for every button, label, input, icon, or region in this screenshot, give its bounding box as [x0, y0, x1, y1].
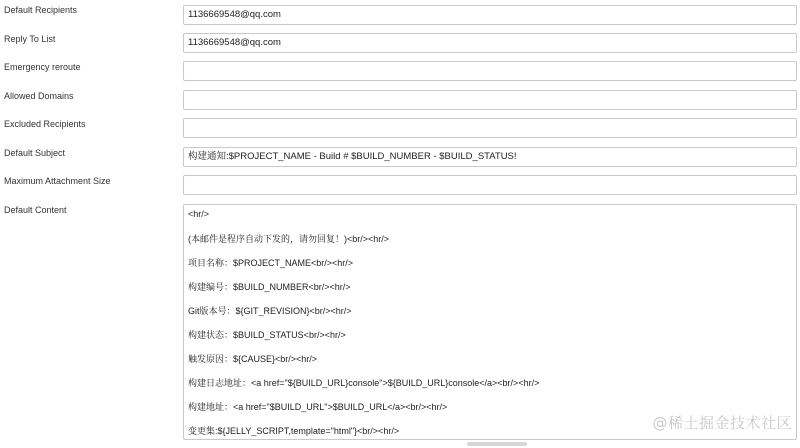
- content-line: 项目名称：$PROJECT_NAME<br/><hr/>: [188, 258, 354, 268]
- textarea-resize-handle[interactable]: [467, 442, 527, 446]
- content-line: Git版本号：${GIT_REVISION}<br/><hr/>: [188, 306, 352, 316]
- content-line: (本邮件是程序自动下发的，请勿回复！)<br/><hr/>: [188, 234, 390, 244]
- default-recipients-label: Default Recipients: [4, 5, 78, 15]
- default-recipients-input[interactable]: 1136669548@qq.com: [183, 5, 797, 25]
- content-line: 构建日志地址：<a href="${BUILD_URL}console">${BUILD_URL}console</a><br/><hr/>: [188, 378, 540, 388]
- emergency-reroute-input[interactable]: [183, 61, 797, 81]
- max-attachment-size-input[interactable]: [183, 175, 797, 195]
- excluded-recipients-label: Excluded Recipients: [4, 119, 86, 129]
- allowed-domains-label: Allowed Domains: [4, 91, 74, 101]
- default-content-label: Default Content: [4, 205, 67, 215]
- reply-to-list-label: Reply To List: [4, 34, 56, 44]
- watermark: @稀土掘金技术社区: [652, 414, 792, 432]
- content-line: 构建编号：$BUILD_NUMBER<br/><hr/>: [188, 282, 351, 292]
- excluded-recipients-input[interactable]: [183, 118, 797, 138]
- default-subject-label: Default Subject: [4, 148, 66, 158]
- content-line: 变更集:${JELLY_SCRIPT,template="html"}<br/><hr/>: [188, 426, 400, 436]
- reply-to-list-input[interactable]: 1136669548@qq.com: [183, 33, 797, 53]
- content-line: 触发原因：${CAUSE}<br/><hr/>: [188, 354, 318, 364]
- default-subject-input[interactable]: 构建通知:$PROJECT_NAME - Build # $BUILD_NUMBER - $BUILD_STATUS!: [183, 147, 797, 167]
- allowed-domains-input[interactable]: [183, 90, 797, 110]
- emergency-reroute-label: Emergency reroute: [4, 62, 81, 72]
- max-attachment-size-label: Maximum Attachment Size: [4, 176, 111, 186]
- default-content-textarea[interactable]: [183, 204, 797, 440]
- content-line: 构建状态：$BUILD_STATUS<br/><hr/>: [188, 330, 346, 340]
- content-line: 构建地址：<a href="$BUILD_URL">$BUILD_URL</a><br/><hr/>: [188, 402, 448, 412]
- content-line: <hr/>: [188, 209, 210, 219]
